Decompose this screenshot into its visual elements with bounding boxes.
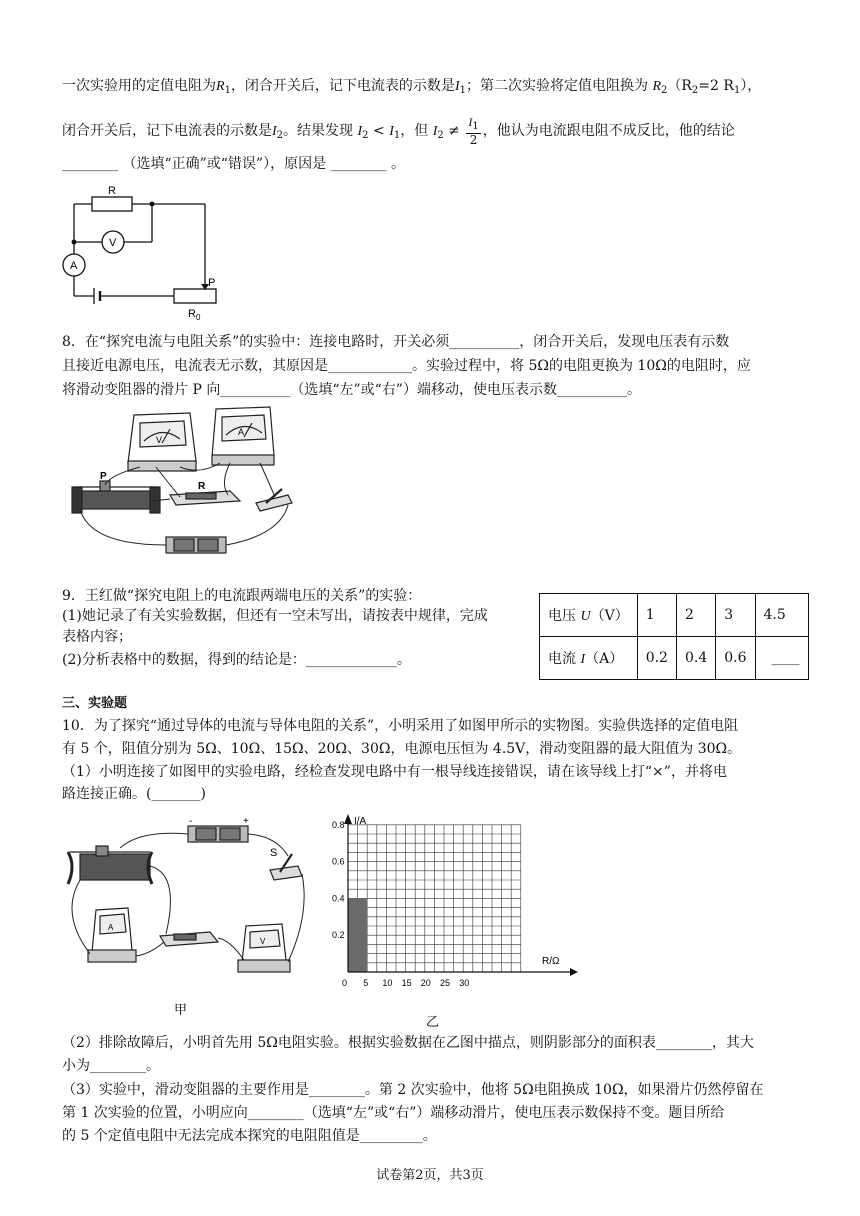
y-axis-label: I/A [354,816,367,827]
x-tick-label: 25 [440,978,451,988]
caption-yi: 乙 [426,1014,440,1029]
resistor-r [92,197,132,211]
y-axis-arrow [344,814,352,824]
table-cell: 0.6 [716,637,755,680]
q7-line-3: ________ （选填“正确”或“错误”），原因是 ________ 。 [62,156,405,172]
junction-dot [150,202,155,207]
q8-line-1: 8．在“探究电流与电阻关系”的实验中：连接电路时，开关必须__________，闭合开关后，发现电压表有示数 [62,334,730,350]
label-v: V [109,237,117,249]
x-axis-label: R/Ω [542,956,560,967]
y-tick-label: 0.8 [332,819,345,830]
table-cell: 4.5 [755,594,808,637]
label-minus: - [189,816,193,827]
label-r: R [108,185,116,197]
q9-line-2: (1)她记录了有关实验数据，但还有一空未写出，请按表中规律，完成 [62,608,488,624]
page-footer: 试卷第2页，共3页 [376,1168,484,1183]
label-a: A [108,923,114,932]
label-a: A [238,427,245,437]
q9-data-table [539,593,809,680]
q7-line-2: 闭合开关后，记下电流表的示数是$I_2$。结果发现 $I_2 < I_1$，但 $I_2$ ≠ $\frac{I_1}{2}$ ，他认为电流跟电阻不成反比，他的结论 [62,115,735,147]
label-a: A [70,260,78,272]
q10-line-5: （2）排除故障后，小明首先用 5Ω电阻实验。根据实验数据在乙图中描点，则阴影部分的面积表________，其大 [62,1035,754,1051]
table-cell: 0.4 [676,637,715,680]
q8-line-3: 将滑动变阻器的滑片 P 向__________（选填“左”或“右”）端移动，使电压表示数__________。 [62,382,641,398]
q10-line-6: 小为________。 [62,1058,160,1074]
q8-apparatus-figure [70,405,300,565]
junction-dot [72,240,77,245]
y-tick-label: 0.4 [332,893,345,904]
x-tick-label: 15 [401,978,412,988]
q8-line-2: 且接近电源电压，电流表无示数，其原因是____________。实验过程中，将 5Ω的电阻更换为 10Ω的电阻时，应 [62,358,751,374]
table-cell: 0.2 [637,637,676,680]
q10-line-9: 的 5 个定值电阻中无法完成本探究的电阻阻值是_________。 [62,1128,437,1144]
shaded-area [348,898,367,972]
table-row-current [540,637,809,680]
rheostat-device [80,491,152,509]
label-v: V [156,435,163,445]
table-cell-blank: ____ [755,637,808,680]
graph-grid [348,825,521,972]
switch-device [270,866,302,880]
q10-line-8: 第 1 次实验的位置，小明应向________（选填“左”或“右”）端移动滑片，使电压表示数保持不变。题目所给 [62,1105,725,1121]
table-row-voltage [540,594,809,637]
table-header-voltage: 电压 U（V） [540,594,638,637]
q10-line-7: （3）实验中，滑动变阻器的主要作用是________。第 2 次实验中，他将 5Ω电阻换成 10Ω，如果滑片仍然停留在 [62,1082,764,1098]
label-r0: R [188,308,196,320]
label-r0-sub: 0 [196,313,201,322]
y-tick-label: 0.2 [332,930,345,941]
x-tick-label: 10 [382,978,393,988]
fraction: $\frac{I_1}{2}$ [468,115,479,147]
rheostat-device [80,854,150,880]
table-cell: 1 [637,594,676,637]
q9-line-3: 表格内容； [62,629,132,645]
x-tick-label: 30 [459,978,470,988]
q10-line-3: （1）小明连接了如图甲的实验电路，经检查发现电路中有一根导线连接错误，请在该导线上打“×”，并将电 [62,764,727,780]
caption-jia: 甲 [174,1002,188,1017]
q9-line-4: (2)分析表格中的数据，得到的结论是：_____________。 [62,652,411,668]
label-r: R [198,481,206,492]
label-s: S [270,847,278,859]
label-p: P [100,471,107,482]
x-tick-label: 5 [363,978,369,988]
section-title: 三、实验题 [62,696,128,711]
table-cell: 3 [716,594,755,637]
x-tick-label: 20 [420,978,431,988]
y-tick-label: 0.6 [332,856,345,867]
table-cell: 2 [676,594,715,637]
q10-line-4: 路连接正确。(_______) [62,786,206,802]
q7-circuit-diagram [58,182,228,322]
q7-line-1: 一次实验用的定值电阻为$R_1$，闭合开关后，记下电流表的示数是$I_1$；第二次实验将定值电阻换为 $R_2(R_2=2$ $R_1$）， [62,78,762,96]
rheostat-r0 [174,289,216,303]
label-v: V [260,937,266,946]
table-header-current: 电流 I（A） [540,637,638,680]
graph-yi [330,812,580,1038]
q10-line-1: 10．为了探究“通过导体的电流与导体电阻的关系”，小明采用了如图甲所示的实物图。实验供选择的定值电阻 [62,718,739,734]
label-p: P [208,277,216,289]
fig-jia-apparatus [60,814,320,1024]
label-plus: + [243,816,249,827]
q9-line-1: 9．王红做“探究电阻上的电流跟两端电压的关系”的实验： [62,588,422,604]
origin-label: 0 [342,978,348,988]
x-axis-arrow [570,968,578,976]
q10-line-2: 有 5 个，阻值分别为 5Ω、10Ω、15Ω、20Ω、30Ω，电源电压恒为 4.5V，滑动变阻器的最大阻值为 30Ω。 [62,741,742,757]
